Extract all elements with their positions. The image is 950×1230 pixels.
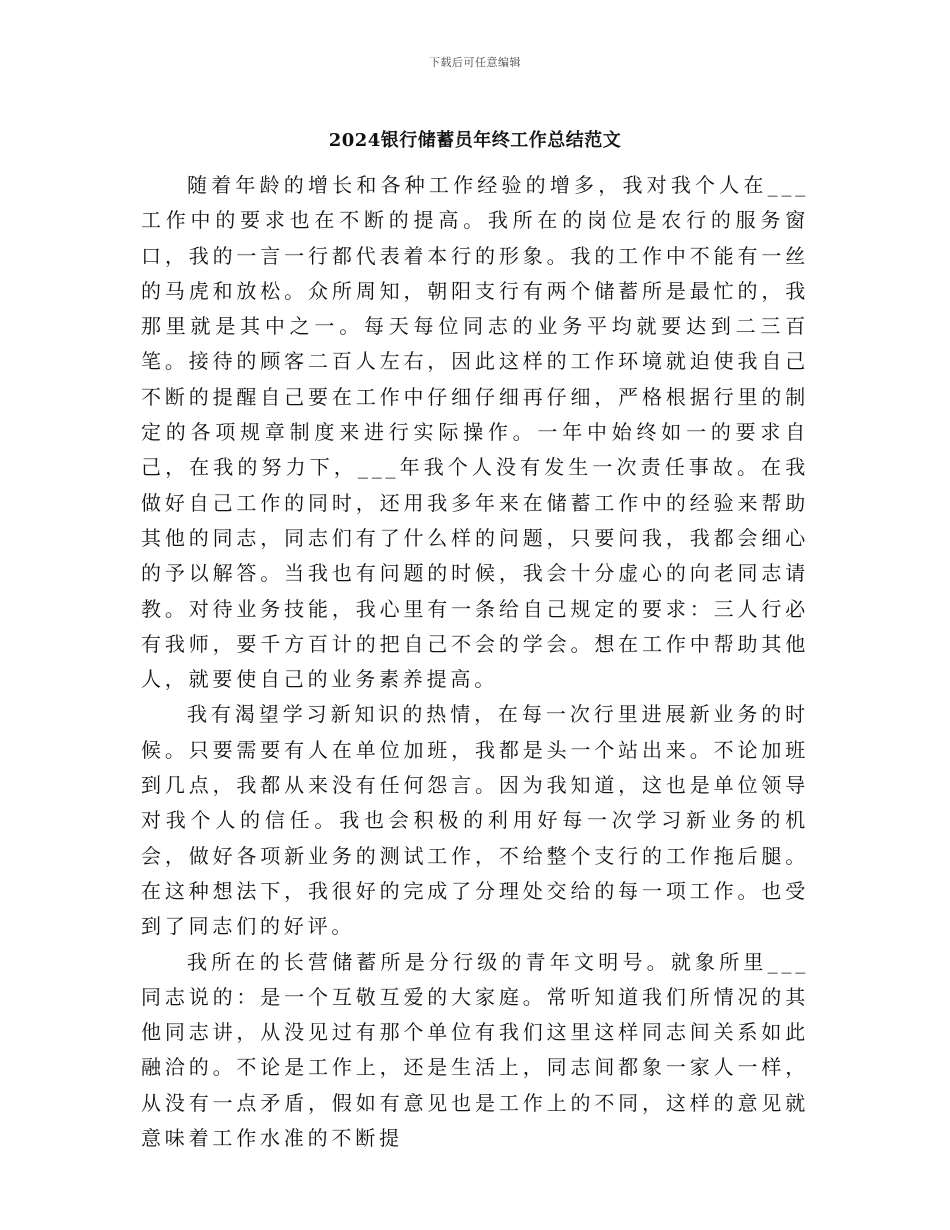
paragraph-1: 随着年龄的增长和各种工作经验的增多，我对我个人在___工作中的要求也在不断的提高。我所在的岗位是农行的服务窗口，我的一言一行都代表着本行的形象。我的工作中不能有一丝的马虎和放松。众所周知，朝阳支行有两个储蓄所是最忙的，我那里就是其中之一。每天每位同志的业务平均就要达到二三百笔。接待的顾客二百人左右，因此这样的工作环境就迫使我自己不断的提醒自己要在工作中仔细仔细再仔细，严格根据行里的制定的各项规章制度来进行实际操作。一年中始终如一的要求自己，在我的努力下，___年我个人没有发生一次责任事故。在我做好自己工作的同时，还用我多年来在储蓄工作中的经验来帮助其他的同志，同志们有了什么样的问题，只要问我，我都会细心的予以解答。当我也有问题的时候，我会十分虚心的向老同志请教。对待业务技能，我心里有一条给自己规定的要求：三人行必有我师，要千方百计的把自己不会的学会。想在工作中帮助其他人，就要使自己的业务素养提高。 xyxy=(141,173,809,692)
document-title: 2024银行储蓄员年终工作总结范文 xyxy=(328,130,622,151)
paragraph-2: 我有渴望学习新知识的热情，在每一次行里进展新业务的时候。只要需要有人在单位加班，我都是头一个站出来。不论加班到几点，我都从来没有任何怨言。因为我知道，这也是单位领导对我个人的信任。我也会积极的利用好每一次学习新业务的机会，做好各项新业务的测试工作，不给整个支行的工作拖后腿。在这种想法下，我很好的完成了分理处交给的每一项工作。也受到了同志们的好评。 xyxy=(141,702,809,939)
document-body xyxy=(141,168,809,1156)
page-header-note: 下载后可任意编辑 xyxy=(429,56,521,69)
paragraph-3: 我所在的长营储蓄所是分行级的青年文明号。就象所里___同志说的：是一个互敬互爱的大家庭。常听知道我们所情况的其他同志讲，从没见过有那个单位有我们这里这样同志间关系如此融洽的。不论是工作上，还是生活上，同志间都象一家人一样，从没有一点矛盾，假如有意见也是工作上的不同，这样的意见就意味着工作水准的不断提 xyxy=(141,949,809,1151)
